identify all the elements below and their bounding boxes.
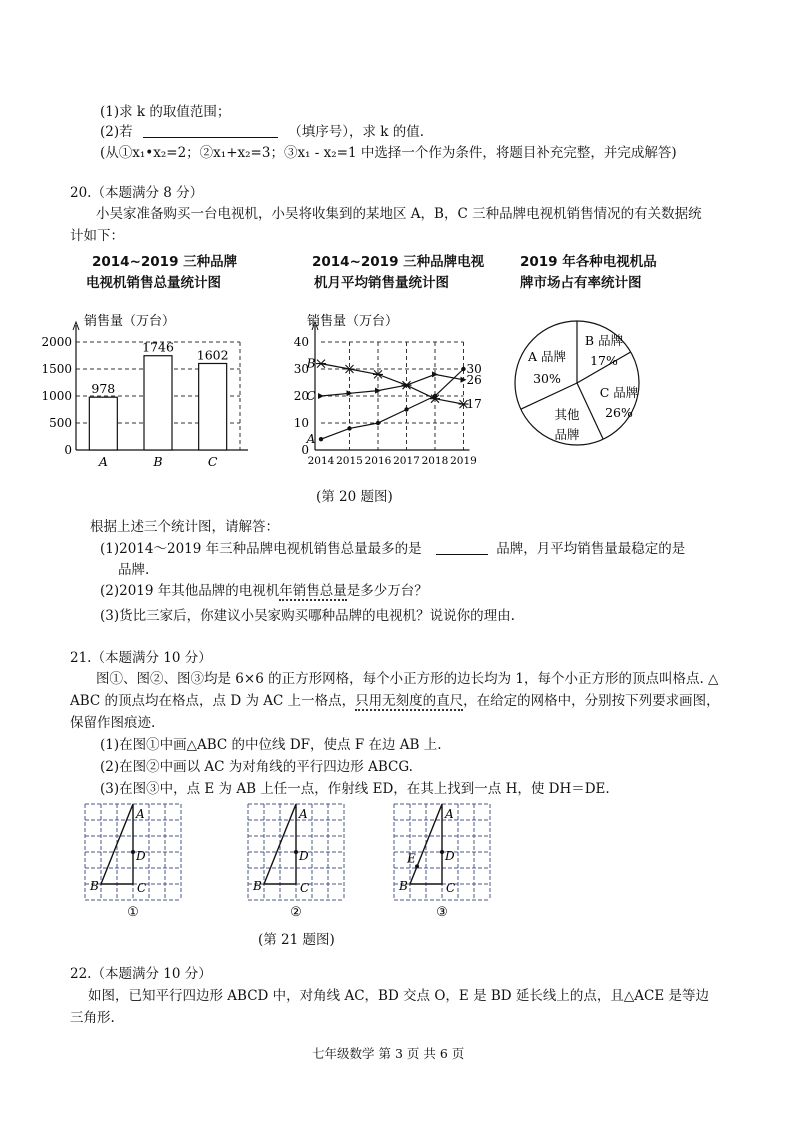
label-A: A [445,807,454,821]
bar-C [199,363,227,450]
q20-part1-a: (1)2014～2019 年三种品牌电视机销售总量最多的是 [100,541,422,557]
q22-line2: 三角形. [70,1010,115,1026]
pie-slice-label: A 品牌 [527,349,567,364]
chart3-title-line1: 2019 年各种电视机品 [520,254,657,270]
page-footer: 七年级数学 第 3 页 共 6 页 [312,1046,465,1061]
y-tick-label: 0 [301,443,309,457]
label-C: C [300,881,310,895]
q21-line2-pre: ABC 的顶点均在格点，点 D 为 AC 上一格点， [70,693,356,709]
chart1-title-line1: 2014~2019 三种品牌 [92,254,238,270]
q22-line1: 如图，已知平行四边形 ABCD 中，对角线 AC，BD 交点 O，E 是 BD 延长线上的点，且△ACE 是等边 [88,988,709,1004]
label-A: A [136,807,145,821]
point-A [461,367,465,371]
q20-part1-b: 品牌，月平均销售量最稳定的是 [496,541,686,557]
bar-value-label: 978 [91,381,116,397]
q21-header: 21.（本题满分 10 分） [70,650,212,666]
chart2-title-line2: 机月平均销售量统计图 [314,275,449,291]
x-tick-label: C [207,454,218,469]
point-D [440,850,444,854]
chart1-title-line2: 电视机销售总量统计图 [86,275,221,291]
point-A [347,426,351,430]
x-tick-label: 2017 [393,455,420,467]
grid-figure-label: ③ [436,905,448,920]
y-tick-label: 10 [293,416,309,430]
q21-part2: (2)在图②中画以 AC 为对角线的平行四边形 ABCG. [100,759,413,775]
q22-header: 22.（本题满分 10 分） [70,966,212,982]
label-D: D [299,849,309,863]
chart3-title-line2: 牌市场占有率统计图 [520,275,642,291]
q20-part2-pre: (2)2019 年其他品牌的电视机 [100,583,280,599]
series-label: A [306,432,316,447]
series-end-label: 30 [466,362,482,376]
label-E: E [407,851,416,866]
pie-slice-value: 30% [533,371,561,386]
q19-part2-post: （填序号），求 k 的值. [288,124,425,140]
pie-slice-value: 品牌 [554,427,580,442]
answer-blank[interactable] [143,123,278,138]
bar-value-label: 1746 [142,339,174,355]
q21-part1: (1)在图①中画△ABC 的中位线 DF，使点 F 在边 AB 上. [100,737,442,753]
point-D [294,850,298,854]
grid-figure-label: ② [290,905,302,920]
x-tick-label: 2019 [450,455,477,467]
label-B: B [399,879,408,893]
point-D [131,850,135,854]
y-tick-label: 40 [293,335,309,349]
x-tick-label: 2018 [421,455,449,467]
q21-part3: (3)在图③中，点 E 为 AB 上任一点，作射线 ED，在其上找到一点 H，使 DH＝DE. [100,781,610,797]
y-tick-label: 0 [64,443,72,457]
pie-chart-market-share [505,305,675,465]
series-label: B [306,356,316,371]
series-line-B [321,364,464,405]
series-end-label: 17 [466,397,482,412]
chart2-title-line1: 2014~2019 三种品牌电视 [312,254,485,270]
q20-part2 [100,579,428,599]
grid-figure-2 [243,800,353,920]
label-C: C [137,881,147,895]
pie-slice-value: 26% [605,405,633,420]
line-chart-monthly-sales [275,305,495,480]
q21-line2-emph: 只用无刻度的直尺 [355,693,464,709]
point-C [318,393,324,399]
y-tick-label: 30 [293,362,309,376]
bar-chart-total-sales [30,305,270,480]
x-tick-label: 2016 [364,455,392,467]
q21-line1: 图①、图②、图③均是 6×6 的正方形网格，每个小正方形的边长均为 1，每个小正方形的顶点叫格点. △ [96,671,719,687]
q20-part3: (3)货比三家后，你建议小吴家购买哪种品牌的电视机？说说你的理由. [100,608,515,624]
point-A [319,437,323,441]
q19-part2 [100,120,424,140]
q21-figure-caption: (第 21 题图) [258,932,335,948]
bar-chart-ylabel: 销售量（万台） [84,314,176,329]
x-tick-label: B [153,454,163,469]
pie-slice-label: B 品牌 [584,333,624,348]
q19-part1: (1)求 k 的取值范围； [100,104,231,120]
q19-part3: (从①x₁•x₂=2；②x₁+x₂=3；③x₁ - x₂=1 中选择一个作为条件，将题目补充完整，并完成解答) [100,145,677,161]
q21-line3: 保留作图痕迹. [70,715,156,731]
q20-header: 20.（本题满分 8 分） [70,185,204,201]
q20-figure-caption: (第 20 题图) [316,489,393,505]
q20-prompt: 根据上述三个统计图，请解答： [90,519,279,535]
q19-part2-pre: (2)若 [100,124,133,140]
y-tick-label: 20 [293,389,309,403]
pie-slice-label: 其他 [554,407,580,422]
y-tick-label: 1500 [41,362,72,376]
point-A [376,421,380,425]
q20-intro-line2: 计如下： [70,228,124,244]
y-tick-label: 2000 [41,335,72,349]
bar-A [89,397,117,450]
q21-line2 [70,689,720,709]
label-B: B [90,879,99,893]
label-D: D [136,849,146,863]
label-A: A [299,807,308,821]
y-tick-label: 500 [49,416,72,430]
q20-part1-c: 品牌. [118,562,150,578]
q20-intro-line1: 小吴家准备购买一台电视机，小吴将收集到的某地区 A，B，C 三种品牌电视机销售情况的有关数据统 [96,206,702,222]
x-tick-label: 2015 [336,455,363,467]
label-B: B [253,879,262,893]
q20-part1 [100,537,685,557]
grid-figure-1 [80,800,190,920]
series-end-label: 26 [466,372,482,387]
point-B [316,360,326,368]
label-D: D [445,849,455,863]
pie-slice-label: C 品牌 [599,385,639,400]
x-tick-label: A [98,454,108,469]
answer-blank[interactable] [436,540,488,555]
line-chart-ylabel: 销售量（万台） [307,314,399,329]
q20-part2-emph: 年销售总量 [279,583,347,599]
bar-B [144,356,172,450]
bar-value-label: 1602 [196,347,229,363]
y-tick-label: 1000 [41,389,72,403]
x-tick-label: 2014 [307,455,335,467]
q20-part2-post: 是多少万台？ [346,583,428,599]
series-label: C [306,389,316,403]
q21-line2-post: ，在给定的网格中，分别按下列要求画图， [463,693,720,709]
label-C: C [446,881,456,895]
grid-figure-3 [389,800,499,920]
pie-slice-value: 17% [590,353,618,368]
series-line-C [321,374,464,396]
grid-figure-label: ① [127,905,139,920]
point-A [404,407,408,411]
